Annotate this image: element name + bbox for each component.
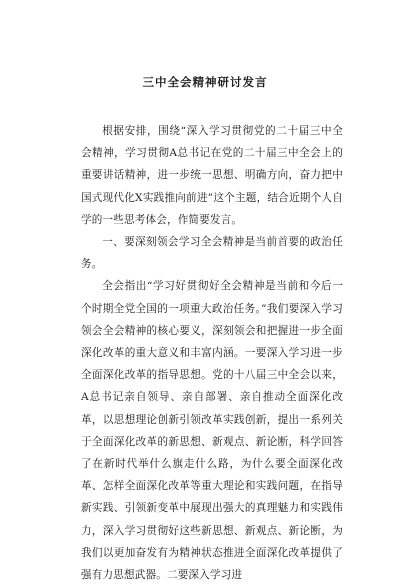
document-title: 三中全会精神研讨发言	[142, 75, 268, 89]
paragraph-intro: 根据安排，围绕“深入学习贯彻党的二十届三中全会精神，学习贯彻A总书记在党的二十届三中全会上的重要讲话精神，进一步统一思想、明确方向，奋力把中国式现代化X实践推向前进”这个主题，结合近期个人自学的一些思考体会，作简要发言。	[81, 125, 343, 226]
document-body	[81, 120, 343, 586]
paragraph-main: 全会指出“学习好贯彻好全会精神是当前和今后一个时期全党全国的一项重大政治任务。”我们要深入学习领会全会精神的核心要义，深刻领会和把握进一步全面深化改革的重大意义和丰富内涵。一要深入学习进一步全面深化改革的指导思想。党的十八届三中全会以来，A总书记亲自领导、亲自部署、亲自推动全面深化改革，以思想理论创新引领改革实践创新，提出一系列关于全面深化改革的新思想、新观点、新论断，科学回答了在新时代举什么旗走什么路，为什么要全面深化改革、怎样全面深化改革等重大理论和实践问题，在指导新实践、引领新变革中展现出强大的真理魅力和实践伟力，深入学习贯彻好这些新思想、新观点、新论断，为我们以更加奋发有为精神状态推进全面深化改革提供了强有力思想武器。二要深入学习进	[81, 280, 343, 582]
paragraph-section-heading: 一、要深刻领会学习全会精神是当前首要的政治任务。	[81, 236, 343, 271]
